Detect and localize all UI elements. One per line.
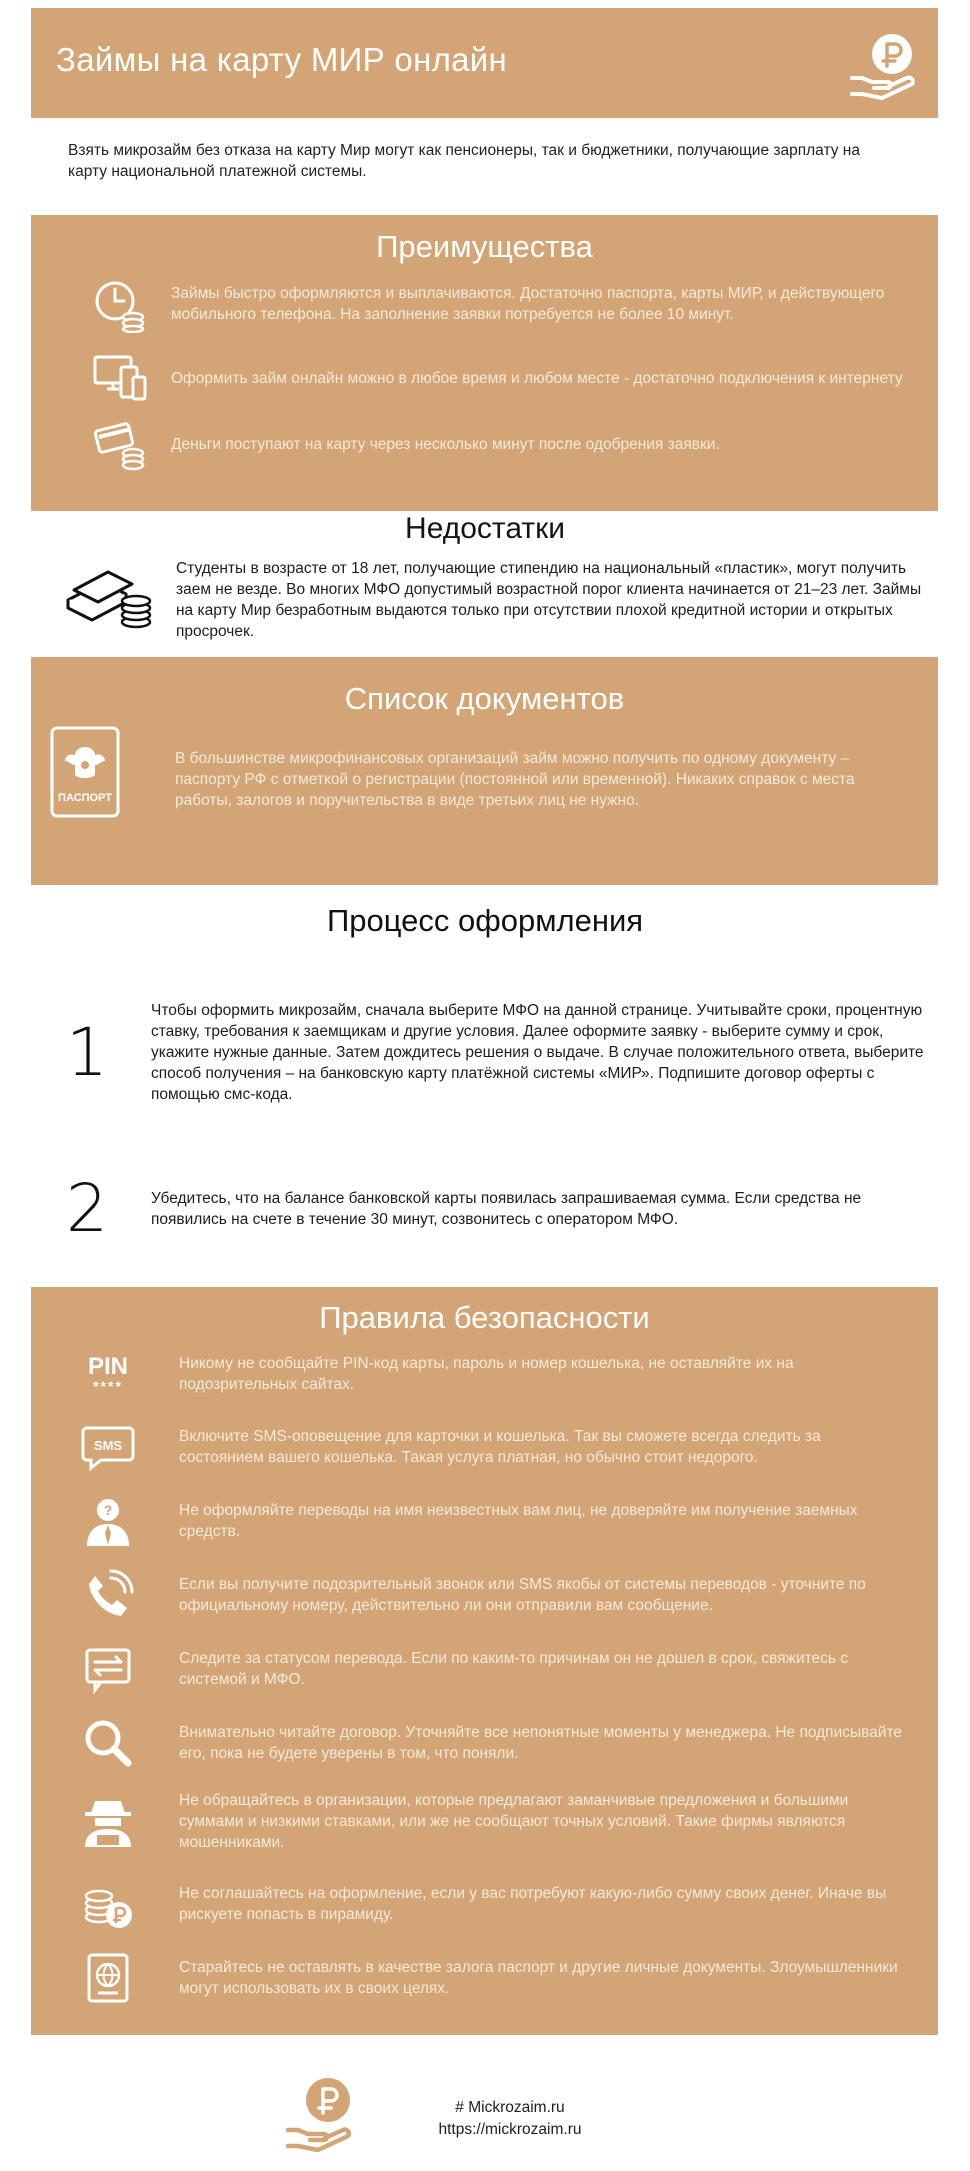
safety-rule-text: Не соглашайтесь на оформление, если у вас потребуют какую-либо сумму своих денег. Иначе вы рискуете попасть в пирамиду. [179,1885,887,1923]
sms-label: SMS [93,1438,123,1453]
footer-hashtag: # Mickrozaim.ru [455,2099,565,2116]
svg-text:?: ? [103,1502,113,1518]
safety-section [31,1287,938,2035]
safety-rule [81,1494,908,1548]
documents-section [31,657,938,885]
footer-text [410,2097,610,2141]
passport-label: ПАСПОРТ [58,792,112,804]
process-title: Процесс оформления [326,903,644,938]
header-banner [31,8,938,118]
ruble-coins-icon [81,1877,135,1931]
safety-rule [81,1347,908,1401]
safety-rule [81,1642,908,1696]
disadvantages-title: Недостатки [405,512,565,545]
advantage-item [91,349,908,407]
safety-title: Правила безопасности [319,1300,650,1335]
step-text: Чтобы оформить микрозайм, сначала выберите МФО на данной странице. Учитывайте сроки, процентную ставку, требования к заемщикам и другие условия. Далее оформите заявку - выберите сумму и срок, укажите нужные данные. Затем дождитесь решения о выдаче. В случае положительного ответа, выберите способ получения – на банковскую карту платёжной системы «МИР». Подпишите договор оферты с помощью смс-кода. [151,1002,924,1103]
transfer-icon [81,1642,135,1696]
safety-rule-text: Следите за статусом перевода. Если по каким-то причинам он не дошел в срок, свяжитесь с системой и МФО. [179,1650,849,1688]
unknown-person-icon [81,1494,135,1548]
safety-rule [81,1877,908,1931]
documents-text: В большинстве микрофинансовых организаций займ можно получить по одному документу – паспорту РФ с отметкой о регистрации (постоянной или временной). Никаких справок с места работы, залогов и поручительства в виде третьих лиц не нужно. [175,750,855,809]
pin-icon [81,1347,135,1401]
step-text: Убедитесь, что на балансе банковской карты появилась запрашиваемая сумма. Если средства не появились на счете в течение 30 минут, созвонитесь с оператором МФО. [151,1189,862,1228]
disadvantages-item [64,558,924,642]
advantage-item [91,415,908,473]
devices-icon [91,349,149,407]
passport-icon [49,725,121,819]
sms-icon [81,1420,135,1474]
safety-rule-text: Не обращайтесь в организации, которые предлагают заманчивые предложения и большими суммами и низкими ставками, или же не сообщают точных условий. Такие фирмы являются мошенниками. [179,1792,849,1851]
safety-rule [81,1790,908,1853]
advantage-text: Займы быстро оформляются и выплачиваются. Достаточно паспорта, карты МИР, и действующего мобильного телефона. На заполнение заявки потребуется не более 10 минут. [171,285,885,323]
step-number: 2 [66,1170,108,1247]
safety-rule-text: Старайтесь не оставлять в качестве залога паспорт и другие личные документы. Злоумышленники могут использовать их в своих целях. [179,1959,898,1997]
passport-globe-icon [81,1951,135,2005]
safety-rule-text: Если вы получите подозрительный звонок или SMS якобы от системы переводов - уточните по официальному номеру, действительно ли они отправили вам сообщение. [179,1576,866,1614]
advantage-text: Деньги поступают на карту через несколько минут после одобрения заявки. [171,435,720,453]
advantages-section [31,215,938,511]
safety-rule-text: Не оформляйте переводы на имя неизвестных вам лиц, не доверяйте им получение заемных средств. [179,1502,858,1540]
advantage-item [91,275,908,333]
pin-label: PIN [87,1353,128,1380]
process-step [66,1170,926,1247]
process-step [66,1000,926,1105]
documents-title: Список документов [344,681,625,716]
safety-rule [81,1951,908,2005]
footer-url[interactable]: https://mickrozaim.ru [438,2121,582,2138]
ruble-hand-icon [284,2074,358,2154]
safety-rule-text: Внимательно читайте договор. Уточняйте все непонятные моменты у менеджера. Не подписывайте его, пока не будете уверены в том, что поняли. [179,1724,903,1762]
intro-text: Взять микрозайм без отказа на карту Мир могут как пенсионеры, так и бюджетники, получающие зарплату на карту национальной платежной системы. [68,142,860,180]
advantage-text: Оформить займ онлайн можно в любое время и любом месте - достаточно подключения к интернету [171,369,903,387]
safety-rule-text: Никому не сообщайте PIN-код карты, пароль и номер кошелька, не оставляйте их на подозрительных сайтах. [179,1355,794,1393]
magnifier-icon [81,1716,135,1770]
step-number: 1 [66,1014,108,1091]
pin-stars: **** [93,1378,123,1394]
phone-call-icon [81,1568,135,1622]
advantages-title: Преимущества [376,229,593,264]
disadvantages-text: Студенты в возрасте от 18 лет, получающие стипендию на национальный «пластик», могут получить заем не везде. Во многих МФО допустимый возрастной порог клиента начинается от 21–23 лет. Займы на карту Мир безработным выдаются только при отсутствии плохой кредитной истории и открытых просрочек. [176,560,922,640]
safety-rule [81,1716,908,1770]
ruble-hand-icon [848,28,922,102]
safety-rule [81,1568,908,1622]
safety-rule [81,1420,908,1474]
page-title: Займы на карту МИР онлайн [56,41,508,78]
clock-coins-icon [91,275,149,333]
card-coins-icon [91,415,149,473]
fraudster-icon [81,1795,135,1849]
safety-rule-text: Включите SMS-оповещение для карточки и кошелька. Так вы сможете всегда следить за состоянием вашего кошелька. Такая услуга платная, но обычно стоит недорого. [179,1428,821,1466]
money-stack-icon [64,564,154,634]
